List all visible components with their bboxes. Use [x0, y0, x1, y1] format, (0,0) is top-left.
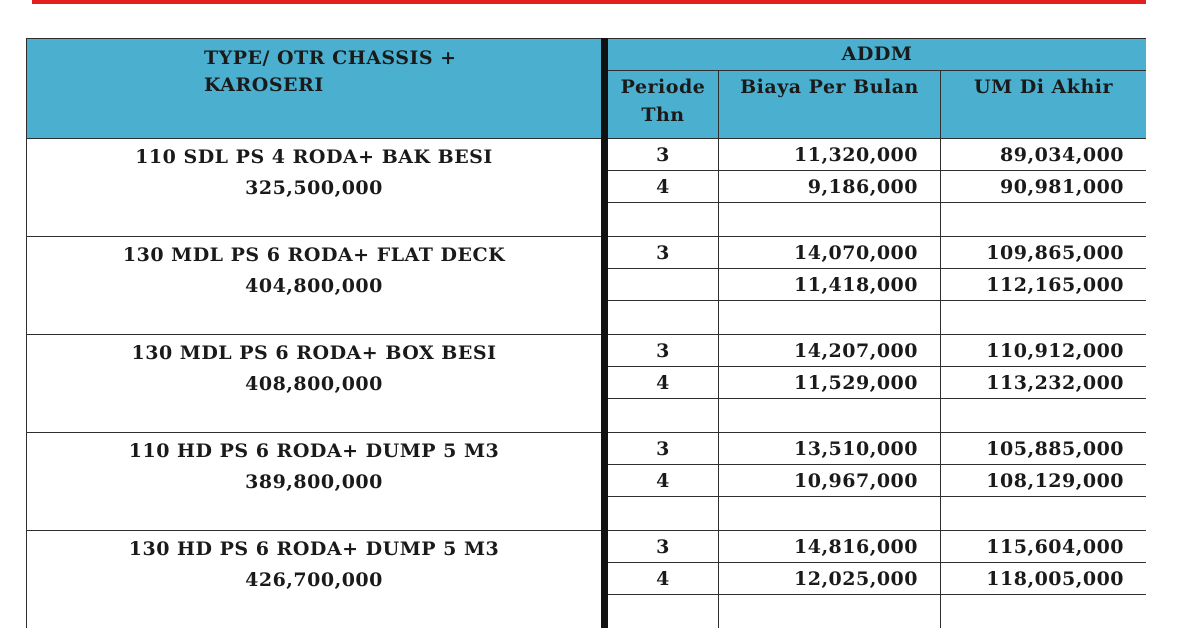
table-row: [27, 531, 1147, 563]
table-row: [27, 433, 1147, 465]
vehicle-name: 130 MDL PS 6 RODA+ BOX BESI: [131, 342, 497, 364]
biaya-per-bulan-cell: 14,070,000: [719, 237, 941, 269]
price-table: [26, 38, 1146, 630]
um-di-akhir-cell: 118,005,000: [941, 563, 1147, 595]
vehicle-type-cell: [27, 531, 605, 629]
empty-cell: [719, 497, 941, 531]
biaya-per-bulan-cell: 14,816,000: [719, 531, 941, 563]
vehicle-type-cell: [27, 237, 605, 335]
header-periode-line1: Periode: [620, 76, 706, 99]
periode-cell: 4: [605, 367, 719, 399]
periode-cell: [605, 269, 719, 301]
periode-cell: 3: [605, 237, 719, 269]
empty-cell: [719, 399, 941, 433]
empty-cell: [605, 595, 719, 629]
top-red-rule: [32, 0, 1146, 4]
periode-cell: 3: [605, 335, 719, 367]
empty-cell: [605, 301, 719, 335]
table-row: [27, 139, 1147, 171]
table-row: [27, 335, 1147, 367]
vehicle-name: 110 SDL PS 4 RODA+ BAK BESI: [135, 146, 493, 168]
biaya-per-bulan-cell: 11,320,000: [719, 139, 941, 171]
vehicle-type-cell: [27, 139, 605, 237]
biaya-per-bulan-cell: 11,418,000: [719, 269, 941, 301]
empty-cell: [605, 399, 719, 433]
vehicle-otr-price: 389,800,000: [245, 471, 383, 493]
um-di-akhir-cell: 109,865,000: [941, 237, 1147, 269]
biaya-per-bulan-cell: 11,529,000: [719, 367, 941, 399]
um-di-akhir-cell: 112,165,000: [941, 269, 1147, 301]
header-um: UM Di Akhir: [941, 71, 1147, 139]
periode-cell: 4: [605, 171, 719, 203]
periode-cell: 3: [605, 433, 719, 465]
vehicle-otr-price: 404,800,000: [245, 275, 383, 297]
empty-cell: [941, 203, 1147, 237]
empty-cell: [941, 301, 1147, 335]
um-di-akhir-cell: 89,034,000: [941, 139, 1147, 171]
um-di-akhir-cell: 110,912,000: [941, 335, 1147, 367]
vehicle-otr-price: 325,500,000: [245, 177, 383, 199]
vehicle-name: 110 HD PS 6 RODA+ DUMP 5 M3: [128, 440, 500, 462]
vehicle-otr-price: 408,800,000: [245, 373, 383, 395]
periode-cell: 4: [605, 465, 719, 497]
um-di-akhir-cell: 108,129,000: [941, 465, 1147, 497]
header-periode-line2: Thn: [641, 104, 685, 127]
vehicle-otr-price: 426,700,000: [245, 569, 383, 591]
empty-cell: [941, 595, 1147, 629]
vehicle-type-cell: [27, 335, 605, 433]
vehicle-type-cell: [27, 433, 605, 531]
um-di-akhir-cell: 105,885,000: [941, 433, 1147, 465]
header-type-line1: TYPE/ OTR CHASSIS +: [204, 47, 457, 69]
biaya-per-bulan-cell: 10,967,000: [719, 465, 941, 497]
empty-cell: [941, 497, 1147, 531]
periode-cell: 3: [605, 139, 719, 171]
empty-cell: [605, 203, 719, 237]
biaya-per-bulan-cell: 12,025,000: [719, 563, 941, 595]
periode-cell: 4: [605, 563, 719, 595]
vehicle-name: 130 MDL PS 6 RODA+ FLAT DECK: [122, 244, 506, 266]
empty-cell: [719, 203, 941, 237]
empty-cell: [941, 399, 1147, 433]
empty-cell: [719, 301, 941, 335]
biaya-per-bulan-cell: 9,186,000: [719, 171, 941, 203]
table-row: [27, 237, 1147, 269]
um-di-akhir-cell: 113,232,000: [941, 367, 1147, 399]
biaya-per-bulan-cell: 14,207,000: [719, 335, 941, 367]
periode-cell: 3: [605, 531, 719, 563]
header-type: [27, 39, 605, 139]
empty-cell: [605, 497, 719, 531]
header-biaya: Biaya Per Bulan: [719, 71, 941, 139]
um-di-akhir-cell: 90,981,000: [941, 171, 1147, 203]
header-addm: ADDM: [605, 39, 1147, 71]
biaya-per-bulan-cell: 13,510,000: [719, 433, 941, 465]
empty-cell: [719, 595, 941, 629]
header-type-line2: KAROSERI: [204, 74, 324, 96]
vehicle-name: 130 HD PS 6 RODA+ DUMP 5 M3: [128, 538, 500, 560]
um-di-akhir-cell: 115,604,000: [941, 531, 1147, 563]
header-periode: [605, 71, 719, 139]
